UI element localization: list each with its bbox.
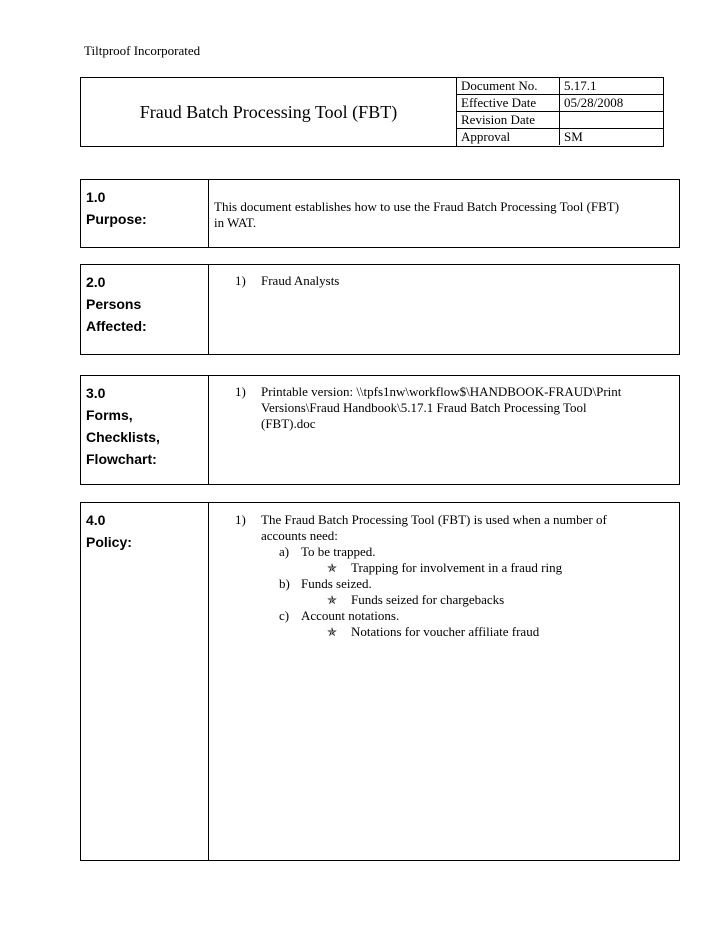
meta-key: Approval [457, 129, 560, 146]
list-text: The Fraud Batch Processing Tool (FBT) is used when a number of [261, 512, 607, 527]
bullet-item [215, 624, 665, 640]
sub-text: To be trapped. [301, 544, 376, 559]
bullet-item [215, 560, 665, 576]
list-text: Fraud Analysts [261, 273, 340, 288]
section-title: Checklists, [86, 429, 160, 445]
document-title: Fraud Batch Processing Tool (FBT) [81, 78, 457, 146]
meta-value: 05/28/2008 [560, 95, 664, 112]
sub-text: Funds seized. [301, 576, 372, 591]
sub-text: Account notations. [301, 608, 400, 623]
section-number: 3.0 [86, 385, 106, 401]
sub-letter: b) [279, 576, 290, 591]
section-body [214, 199, 665, 231]
purpose-text-line: This document establishes how to use the Fraud Batch Processing Tool (FBT) [214, 199, 620, 214]
bullet-item [215, 592, 665, 608]
section-number: 4.0 [86, 512, 106, 528]
section-label [81, 376, 209, 484]
meta-row-effective-date [457, 95, 663, 112]
star-bullet-icon: ✯ [327, 593, 338, 607]
list-item [215, 273, 665, 289]
meta-value [560, 112, 664, 129]
list-text: accounts need: [261, 528, 338, 543]
section-label [81, 180, 209, 247]
bullet-text: Funds seized for chargebacks [351, 592, 505, 607]
meta-value: 5.17.1 [560, 78, 664, 95]
section-label [81, 265, 209, 354]
list-text: Versions\Fraud Handbook\5.17.1 Fraud Batch Processing Tool [261, 400, 587, 415]
meta-key: Document No. [457, 78, 560, 95]
document-meta-table [457, 78, 663, 145]
sub-item [215, 608, 665, 624]
sub-item [215, 576, 665, 592]
list-text: Printable version: \\tpfs1nw\workflow$\HANDBOOK-FRAUD\Print [261, 384, 622, 399]
section-purpose [80, 179, 680, 248]
list-text: (FBT).doc [261, 416, 316, 431]
bullet-text: Notations for voucher affiliate fraud [351, 624, 540, 639]
section-forms [80, 375, 680, 485]
star-bullet-icon: ✯ [327, 561, 338, 575]
meta-row-approval [457, 129, 663, 146]
list-item [215, 384, 665, 432]
list-number: 1) [235, 512, 246, 527]
section-body [215, 273, 665, 289]
section-title: Policy: [86, 534, 132, 550]
section-policy [80, 502, 680, 861]
bullet-text: Trapping for involvement in a fraud ring [351, 560, 563, 575]
document-header [80, 77, 664, 147]
purpose-text-line: in WAT. [214, 215, 257, 230]
section-title: Purpose: [86, 211, 147, 227]
sub-letter: c) [279, 608, 290, 623]
meta-key: Effective Date [457, 95, 560, 112]
section-number: 2.0 [86, 274, 106, 290]
section-title: Affected: [86, 318, 147, 334]
meta-value: SM [564, 129, 583, 144]
section-title: Forms, [86, 407, 133, 423]
star-bullet-icon: ✯ [327, 625, 338, 639]
section-body [215, 512, 665, 640]
section-persons-affected [80, 264, 680, 355]
section-title: Persons [86, 296, 142, 312]
meta-row-document-no [457, 78, 663, 95]
meta-key: Revision Date [457, 112, 560, 129]
section-label [81, 503, 209, 860]
section-body [215, 384, 665, 432]
list-number: 1) [235, 273, 246, 288]
section-title: Flowchart: [86, 451, 157, 467]
section-number: 1.0 [86, 189, 106, 205]
company-name: Tiltproof Incorporated [84, 43, 201, 58]
sub-item [215, 544, 665, 560]
list-number: 1) [235, 384, 246, 399]
meta-row-revision-date [457, 112, 663, 129]
sub-letter: a) [279, 544, 290, 559]
list-item [215, 512, 665, 544]
